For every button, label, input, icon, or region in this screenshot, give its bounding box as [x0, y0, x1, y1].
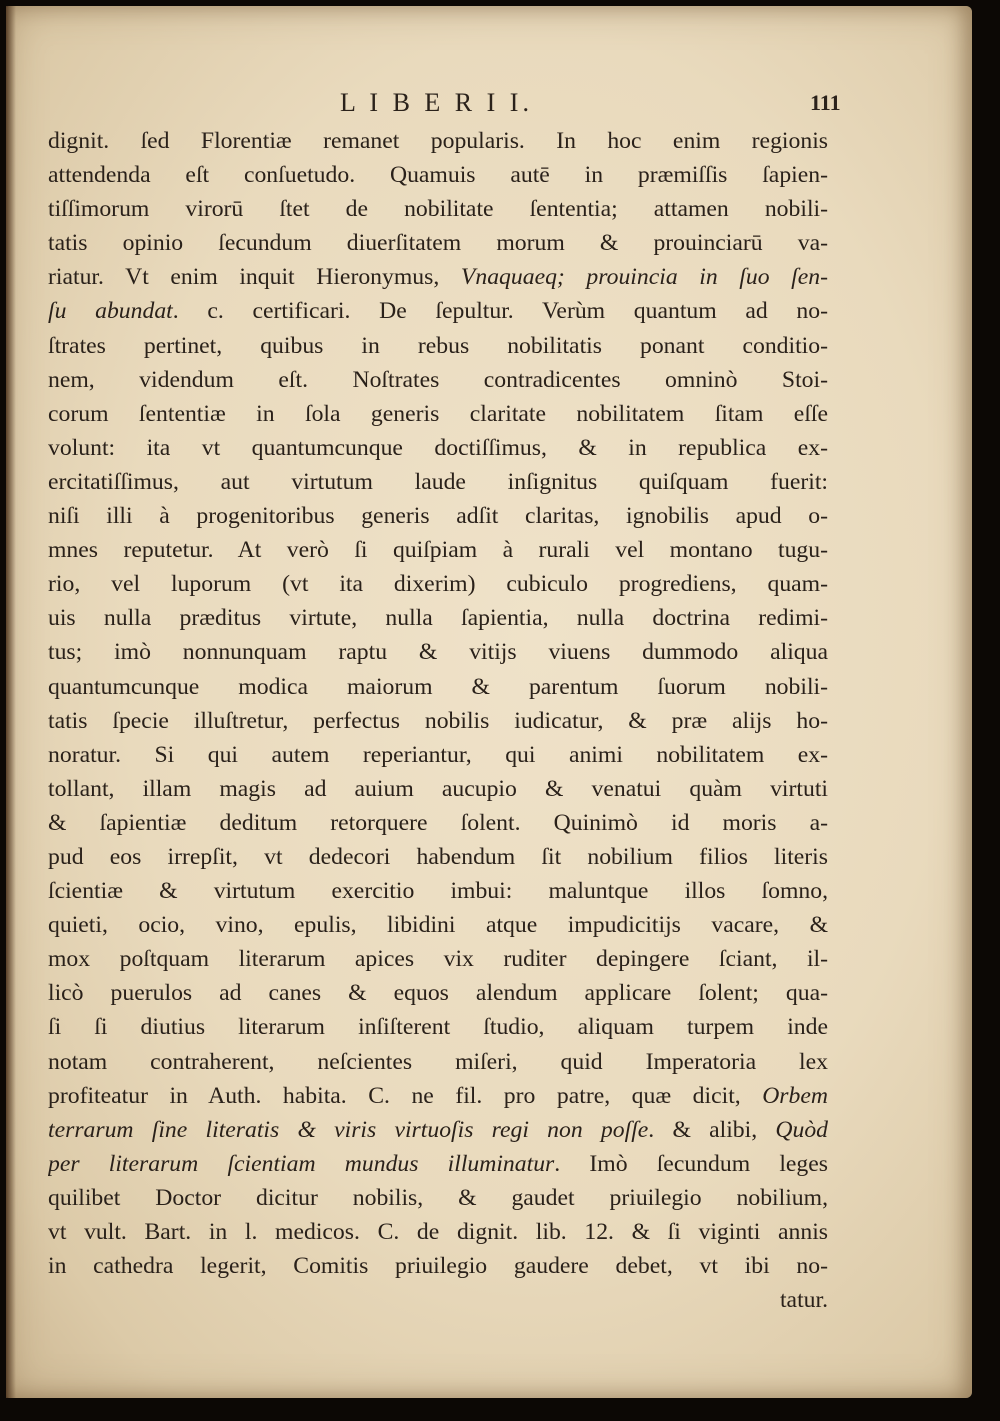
- text-line: [48, 670, 828, 704]
- text-segment: notam contraherent, neſcientes miſeri, quid Imperatoria lex: [48, 1048, 828, 1075]
- text-line: [48, 1079, 828, 1113]
- italic-quote: Orbem: [762, 1082, 828, 1109]
- text-segment: tollant, illam magis ad auium aucupio & venatui quàm virtuti: [48, 775, 828, 802]
- text-segment: rio, vel luporum (vt ita dixerim) cubiculo progrediens, quam-: [48, 571, 828, 598]
- page-gutter: [6, 6, 16, 1398]
- text-segment: . Imò ſecundum leges: [554, 1150, 828, 1177]
- text-segment: ſi ſi diutius literarum inſiſterent ſtudio, aliquam turpem inde: [48, 1014, 828, 1041]
- text-line: [48, 329, 828, 363]
- text-segment: riatur. Vt enim inquit Hieronymus,: [48, 264, 461, 291]
- text-segment: nem, videndum eſt. Noſtrates contradicentes omninò Stoi-: [48, 366, 828, 393]
- text-line: [48, 226, 828, 260]
- italic-quote: terrarum ſine literatis & viris virtuoſis regi non poſſe: [48, 1116, 649, 1143]
- text-segment: profiteatur in Auth. habita. C. ne fil. pro patre, quæ dicit,: [48, 1082, 763, 1109]
- text-line: [48, 1249, 828, 1283]
- text-line: [48, 192, 828, 226]
- text-segment: quilibet Doctor dicitur nobilis, & gaudet priuilegio nobilium,: [48, 1184, 828, 1211]
- text-segment: pud eos irrepſit, vt dedecori habendum ſit nobilium filios literis: [48, 843, 828, 870]
- text-line: [48, 567, 828, 601]
- text-segment: dignit. ſed Florentiæ remanet popularis. In hoc enim regionis: [48, 128, 828, 154]
- text-line: [48, 840, 828, 874]
- text-line: [48, 1181, 828, 1215]
- text-segment: ercitatiſſimus, aut virtutum laude inſignitus quiſquam fuerit:: [48, 468, 828, 495]
- text-line: [48, 874, 828, 908]
- text-segment: ſcientiæ & virtutum exercitio imbui: maluntque illos ſomno,: [48, 878, 828, 905]
- text-segment: mox poſtquam literarum apices vix ruditer depingere ſciant, il-: [48, 946, 828, 973]
- text-segment: . c. certificari. De ſepultur. Verùm quantum ad no-: [172, 298, 828, 325]
- text-segment: mnes reputetur. At verò ſi quiſpiam à rurali vel montano tugu-: [48, 537, 828, 564]
- text-segment: quantumcunque modica maiorum & parentum ſuorum nobili-: [48, 673, 828, 700]
- text-segment: tiſſimorum virorū ſtet de nobilitate ſententia; attamen nobili-: [48, 196, 828, 223]
- text-line: [48, 1215, 828, 1249]
- text-line: [48, 1283, 828, 1317]
- text-line: [48, 635, 828, 669]
- text-segment: vt vult. Bart. in l. medicos. C. de dignit. lib. 12. & ſi viginti annis: [48, 1219, 828, 1245]
- text-line: [48, 533, 828, 567]
- text-line: [48, 704, 828, 738]
- text-segment: niſi illi à progenitoribus generis adſit claritas, ignobilis apud o-: [48, 503, 828, 530]
- text-segment: tatis opinio ſecundum diuerſitatem morum & prouinciarū va-: [48, 230, 828, 257]
- text-line: [48, 294, 828, 328]
- text-segment: tus; imò nonnunquam raptu & vitijs viuens dummodo aliqua: [48, 639, 828, 666]
- text-line: [48, 908, 828, 942]
- text-segment: in cathedra legerit, Comitis priuilegio gaudere debet, vt ibi no-: [48, 1253, 828, 1280]
- text-segment: corum ſententiæ in ſola generis claritate nobilitatem ſitam eſſe: [48, 400, 828, 427]
- text-line: [48, 738, 828, 772]
- running-head: L I B E R I I.: [340, 88, 533, 117]
- text-line: [48, 158, 828, 192]
- text-line: [48, 397, 828, 431]
- text-segment: noratur. Si qui autem reperiantur, qui animi nobilitatem ex-: [48, 741, 828, 768]
- text-segment: licò puerulos ad canes & equos alendum applicare ſolent; qua-: [48, 980, 828, 1007]
- text-line: [48, 465, 828, 499]
- text-line: [48, 431, 828, 465]
- text-block: [48, 124, 828, 1317]
- text-segment: volunt: ita vt quantumcunque doctiſſimus, & in republica ex-: [48, 434, 828, 461]
- text-segment: uis nulla præditus virtute, nulla ſapientia, nulla doctrina redimi-: [48, 605, 828, 632]
- text-line: [48, 601, 828, 635]
- text-line: [48, 124, 828, 158]
- text-line: [48, 806, 828, 840]
- text-segment: attendenda eſt conſuetudo. Quamuis autē in præmiſſis ſapien-: [48, 162, 828, 189]
- text-segment: tatis ſpecie illuſtretur, perfectus nobilis iudicatur, & præ alijs ho-: [48, 707, 828, 734]
- text-segment: & ſapientiæ deditum retorquere ſolent. Quinimò id moris a-: [48, 809, 828, 836]
- text-line: [48, 1045, 828, 1079]
- italic-quote: Quòd: [775, 1116, 828, 1143]
- italic-quote: per literarum ſcientiam mundus illuminatur: [48, 1150, 555, 1177]
- text-line: [48, 1113, 828, 1147]
- italic-quote: Vnaquaeq; prouincia in ſuo ſen-: [460, 264, 828, 291]
- text-line: [48, 976, 828, 1010]
- text-segment: ſtrates pertinet, quibus in rebus nobilitatis ponant conditio-: [48, 332, 828, 359]
- text-line: [48, 499, 828, 533]
- italic-quote: ſu abundat: [48, 298, 173, 325]
- text-line: [48, 260, 828, 294]
- text-line: [48, 1010, 828, 1044]
- text-line: [48, 772, 828, 806]
- text-line: [48, 942, 828, 976]
- page-number: 111: [810, 90, 841, 115]
- text-segment: . & alibi,: [648, 1116, 776, 1143]
- text-line: [48, 363, 828, 397]
- text-segment: quieti, ocio, vino, epulis, libidini atque impudicitijs vacare, &: [48, 912, 828, 939]
- text-line: [48, 1147, 828, 1181]
- text-segment: tatur.: [779, 1287, 828, 1314]
